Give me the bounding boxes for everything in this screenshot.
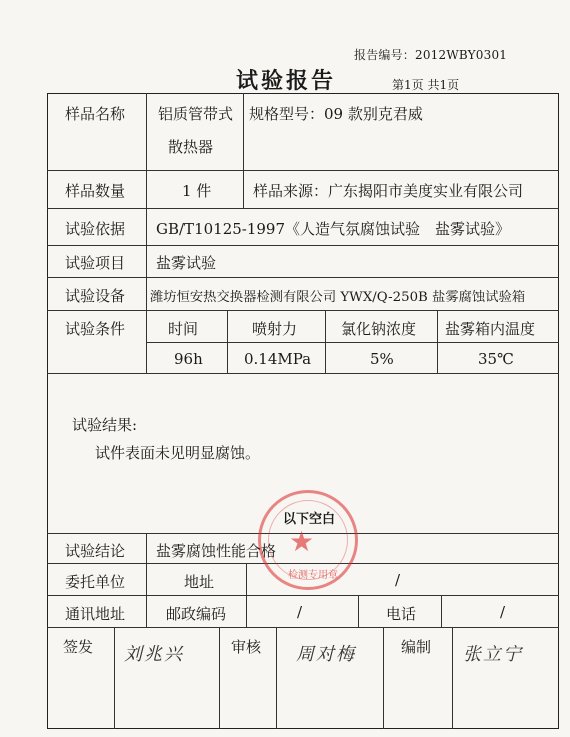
col-divider bbox=[246, 563, 247, 627]
reviewer-signature: 周对梅 bbox=[296, 644, 356, 665]
col-divider bbox=[441, 595, 442, 627]
row-divider bbox=[47, 208, 559, 209]
test-equipment-value: 潍坊恒安热交换器检测有限公司 YWX/Q-250B 盐雾腐蚀试验箱 bbox=[150, 290, 526, 305]
report-title: 试验报告 bbox=[236, 68, 337, 94]
col-divider bbox=[358, 595, 359, 627]
test-item-value: 盐雾试验 bbox=[156, 254, 217, 272]
col-divider bbox=[227, 310, 228, 373]
condition-header-chamber-temperature: 盐雾箱内温度 bbox=[445, 320, 536, 338]
conclusion-text: 盐雾腐蚀性能合格 bbox=[156, 542, 277, 560]
phone-label: 电话 bbox=[386, 605, 417, 623]
row-divider bbox=[47, 310, 559, 311]
sample-qty-label: 样品数量 bbox=[65, 182, 126, 200]
sample-qty-value: 1 件 bbox=[182, 182, 212, 200]
col-divider bbox=[146, 533, 147, 627]
sample-name-value: 铝质管带式 bbox=[158, 105, 234, 123]
condition-header-spray-force: 喷射力 bbox=[252, 320, 298, 338]
col-divider bbox=[219, 627, 220, 729]
col-divider bbox=[146, 93, 147, 373]
prepare-label: 编制 bbox=[401, 638, 432, 656]
condition-value-chamber-temperature: 35℃ bbox=[478, 350, 514, 368]
issue-label: 签发 bbox=[63, 638, 94, 656]
client-address-label: 地址 bbox=[184, 573, 215, 591]
zip-code-label: 邮政编码 bbox=[166, 605, 227, 623]
col-divider bbox=[452, 627, 453, 729]
conclusion-label: 试验结论 bbox=[65, 542, 126, 560]
row-divider bbox=[146, 342, 559, 343]
condition-value-spray-force: 0.14MPa bbox=[244, 350, 312, 368]
test-conditions-label: 试验条件 bbox=[65, 320, 126, 338]
row-divider bbox=[47, 277, 559, 278]
test-equipment-label: 试验设备 bbox=[65, 287, 126, 305]
review-label: 审核 bbox=[231, 638, 262, 656]
row-divider bbox=[47, 595, 559, 596]
sample-name-label: 样品名称 bbox=[65, 105, 126, 123]
test-basis-label: 试验依据 bbox=[65, 220, 126, 238]
phone-value: / bbox=[500, 603, 506, 621]
row-divider bbox=[47, 170, 559, 171]
row-divider bbox=[47, 627, 559, 628]
test-basis-value: GB/T10125-1997《人造气氛腐蚀试验 盐雾试验》 bbox=[156, 220, 511, 238]
condition-value-time: 96h bbox=[174, 350, 203, 368]
blank-below-note: 以下空白 bbox=[283, 512, 336, 527]
col-divider bbox=[383, 627, 384, 729]
seal-text: 检测专用章 bbox=[288, 570, 338, 581]
test-result-text: 试件表面未见明显腐蚀。 bbox=[95, 444, 261, 462]
sample-name-value-line2: 散热器 bbox=[168, 138, 214, 156]
zip-code-value: / bbox=[297, 603, 303, 621]
col-divider bbox=[325, 310, 326, 373]
col-divider bbox=[437, 310, 438, 373]
report-number: 报告编号：2012WBY0301 bbox=[354, 48, 508, 62]
contact-address-label: 通讯地址 bbox=[65, 605, 126, 623]
issuer-signature: 刘兆兴 bbox=[124, 644, 184, 665]
test-result-label: 试验结果: bbox=[72, 416, 138, 434]
row-divider bbox=[47, 373, 559, 374]
seal-star-icon: ★ bbox=[289, 525, 315, 558]
col-divider bbox=[276, 627, 277, 729]
page-number: 第1页 共1页 bbox=[392, 78, 460, 92]
condition-header-nacl-concentration: 氯化钠浓度 bbox=[341, 320, 417, 338]
sample-source: 样品来源：广东揭阳市美度实业有限公司 bbox=[253, 182, 524, 200]
condition-value-nacl-concentration: 5% bbox=[370, 350, 394, 368]
test-item-label: 试验项目 bbox=[65, 254, 126, 272]
col-divider bbox=[114, 627, 115, 729]
row-divider bbox=[47, 245, 559, 246]
sample-model: 规格型号：09 款别克君威 bbox=[249, 105, 423, 123]
condition-header-time: 时间 bbox=[168, 320, 199, 338]
client-address-value: / bbox=[395, 571, 401, 589]
preparer-signature: 张立宁 bbox=[463, 644, 523, 665]
col-divider bbox=[243, 93, 244, 208]
client-unit-label: 委托单位 bbox=[65, 573, 126, 591]
